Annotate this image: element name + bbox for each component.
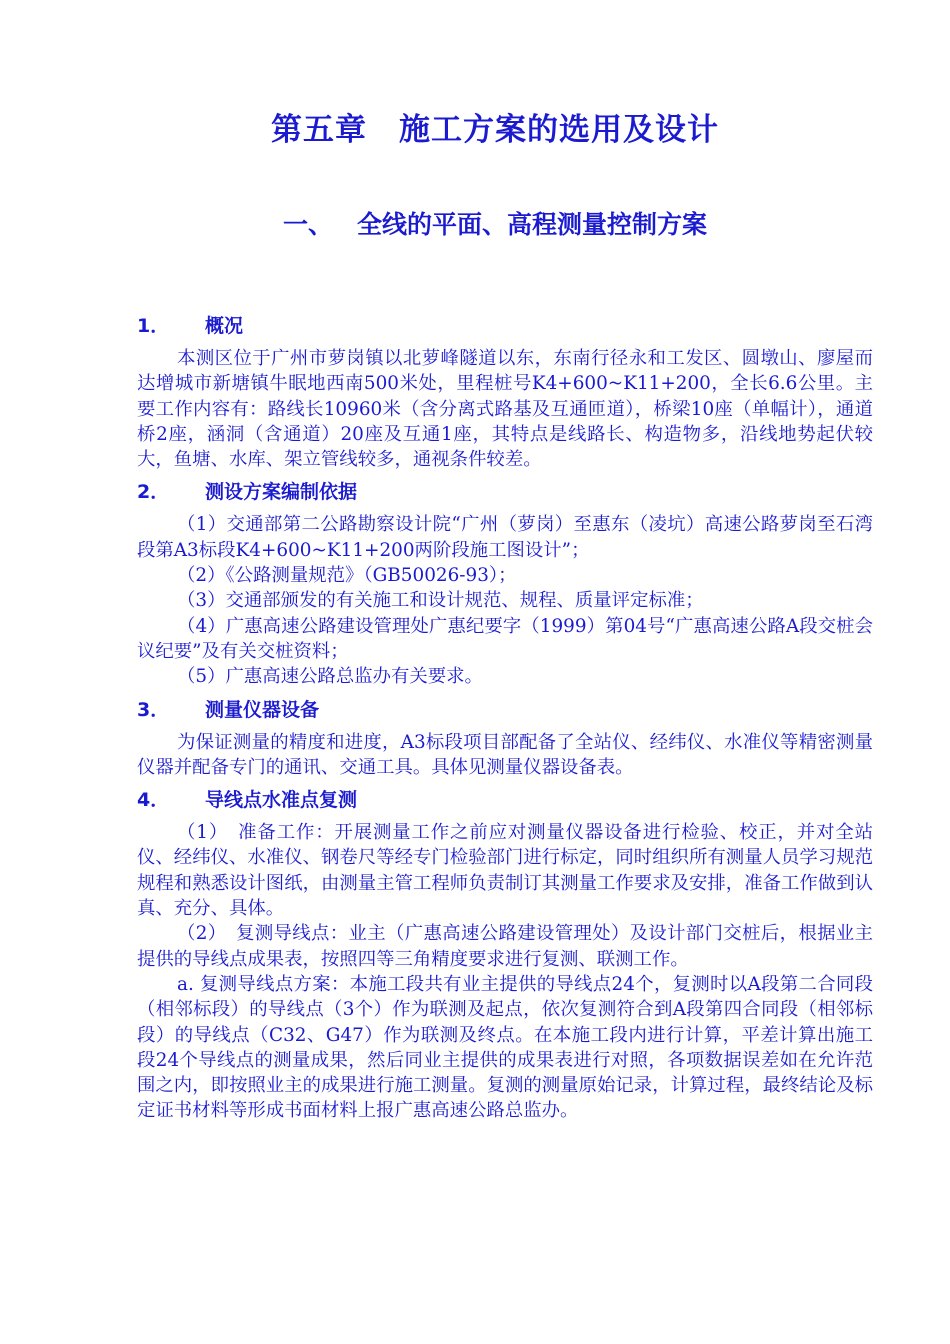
heading-number: 2． (137, 481, 170, 504)
document-body (137, 312, 873, 1124)
section-title-text: 全线的平面、高程测量控制方案 (357, 210, 708, 239)
heading-text: 导线点水准点复测 (205, 789, 358, 812)
heading-number: 4． (137, 789, 170, 812)
paragraph: （1） 准备工作：开展测量工作之前应对测量仪器设备进行检验、校正，并对全站仪、经纬仪、水准仪、钢卷尺等经专门检验部门进行标定，同时组织所有测量人员学习规范规程和熟悉设计图纸，由测量主管工程师负责制订其测量工作要求及安排，准备工作做到认真、充分、具体。 (137, 822, 873, 920)
heading-overview (137, 312, 873, 340)
heading-basis (137, 478, 873, 506)
paragraph: （1）交通部第二公路勘察设计院“广州（萝岗）至惠东（凌坑）高速公路萝岗至石湾段第A3标段K4+600~K11+200两阶段施工图设计”； (137, 514, 873, 561)
paragraph: 本测区位于广州市萝岗镇以北萝峰隧道以东，东南行径永和工发区、圆墩山、廖屋而达增城市新塘镇牛眠地西南500米处，里程桩号K4+600~K11+200，全长6.6公里。主要工作内容有：路线长10960米（含分离式路基及互通匝道），桥梁10座（单幅计），通道桥2座，涵洞（含通道）20座及互通1座，其特点是线路长、构造物多，沿线地势起伏较大，鱼塘、水库、架立管线较多，通视条件较差。 (137, 348, 873, 471)
paragraph: （3）交通部颁发的有关施工和设计规范、规程、质量评定标准； (177, 590, 704, 612)
heading-number: 1． (137, 315, 170, 337)
heading-number: 3． (137, 698, 170, 721)
heading-text: 概况 (205, 315, 244, 337)
paragraph: 为保证测量的精度和进度，A3标段项目部配备了全站仪、经纬仪、水准仪等精密测量仪器并配备专门的通讯、交通工具。具体见测量仪器设备表。 (137, 731, 873, 778)
paragraph: （4）广惠高速公路建设管理处广惠纪要字（1999）第04号“广惠高速公路A段交桩会议纪要”及有关交桩资料； (137, 615, 873, 662)
heading-resurvey (137, 786, 873, 814)
chapter-title: 第五章 施工方案的选用及设计 (271, 112, 719, 148)
section-number: 一、 (282, 210, 333, 239)
paragraph: （5）广惠高速公路总监办有关要求。 (177, 666, 483, 688)
paragraph: （2）《公路测量规范》（GB50026-93）； (177, 565, 517, 587)
paragraph: a. 复测导线点方案：本施工段共有业主提供的导线点24个，复测时以A段第二合同段（相邻标段）的导线点（3个）作为联测及起点，依次复测符合到A段第四合同段（相邻标段）的导线点（C32、G47）作为联测及终点。在本施工段内进行计算，平差计算出施工段24个导线点的测量成果，然后同业主提供的成果表进行对照，各项数据误差如在允许范围之内，即按照业主的成果进行施工测量。复测的测量原始记录，计算过程，最终结论及标定证书材料等形成书面材料上报广惠高速公路总监办。 (137, 973, 873, 1122)
heading-equipment (137, 696, 873, 724)
heading-text: 测量仪器设备 (205, 698, 320, 721)
paragraph: （2） 复测导线点：业主（广惠高速公路建设管理处）及设计部门交桩后，根据业主提供的导线点成果表，按照四等三角精度要求进行复测、联测工作。 (137, 923, 873, 970)
section-title (0, 205, 950, 241)
heading-text: 测设方案编制依据 (205, 481, 358, 504)
